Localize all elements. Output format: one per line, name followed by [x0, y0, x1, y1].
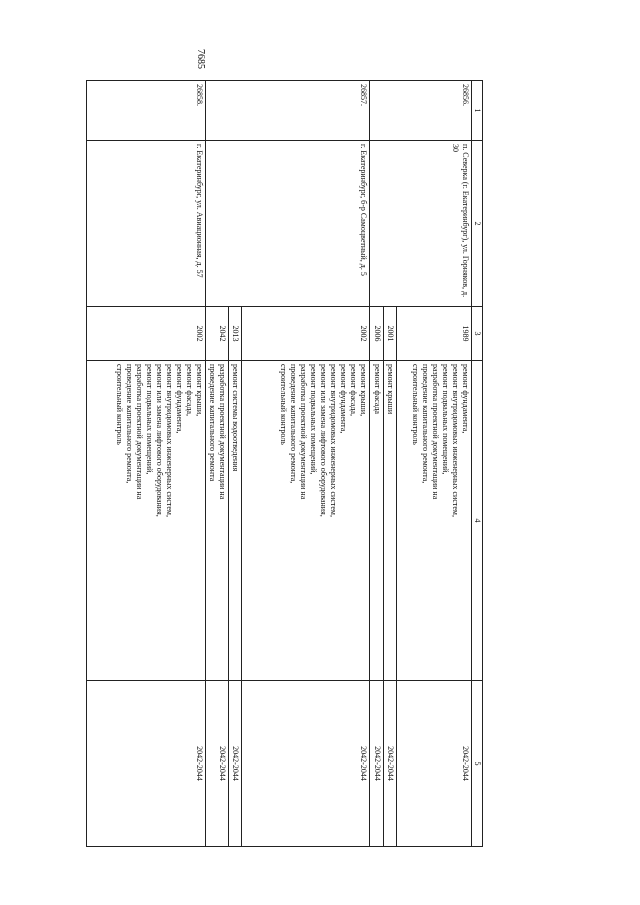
work-item: разработка проектной документации на [134, 364, 144, 500]
work-item: проведение капитального ремонта [207, 364, 217, 482]
table-header-row [471, 81, 482, 847]
page-number: 7685 [195, 49, 206, 69]
row-number: 26858. [87, 81, 206, 141]
year-cell: 2002 [87, 307, 206, 361]
period-cell: 2042-2044 [396, 681, 471, 847]
work-item: ремонт подвальных помещений, [144, 364, 154, 475]
year-cell: 2013 [228, 307, 241, 361]
work-item: проведение капитального ремонта, [420, 364, 430, 484]
work-item: ремонт фундамента, [460, 364, 470, 434]
work-item: ремонт фундамента, [339, 364, 349, 434]
row-number: 26857. [205, 81, 370, 141]
address-cell: г. Екатеринбург, ул. Авиационная, д. 57 [87, 141, 206, 307]
work-item: проведение капитального ремонта, [289, 364, 299, 484]
work-item: ремонт системы водоотведения [230, 364, 240, 472]
period-cell: 2042-2044 [205, 681, 228, 847]
period-cell: 2042-2044 [370, 681, 383, 847]
table-row [396, 81, 471, 847]
period-cell: 2042-2044 [241, 681, 370, 847]
work-item: разработка проектной документации на [299, 364, 309, 500]
work-item: ремонт крыши, [359, 364, 369, 417]
works-cell [205, 361, 228, 681]
work-item: ремонт или замена лифтового оборудования, [319, 364, 329, 517]
year-cell: 2002 [241, 307, 370, 361]
works-cell [383, 361, 396, 681]
work-item: ремонт фасада, [184, 364, 194, 416]
year-cell: 2006 [370, 307, 383, 361]
address-cell: г. Екатеринбург, б-р Самоцветный, д. 5 [205, 141, 370, 307]
work-item: строительный контроль [114, 364, 124, 445]
work-item: ремонт фасада, [349, 364, 359, 416]
column-header: 5 [471, 681, 482, 847]
table-body [87, 81, 483, 847]
work-item: строительный контроль [279, 364, 289, 445]
work-item: ремонт внутридомовых инженерных систем, [164, 364, 174, 517]
period-cell: 2042-2044 [228, 681, 241, 847]
column-header: 3 [471, 307, 482, 361]
works-cell [241, 361, 370, 681]
work-item: ремонт или замена лифтового оборудования, [154, 364, 164, 517]
table-row [241, 81, 370, 847]
work-item: ремонт подвальных помещений, [440, 364, 450, 475]
work-item: ремонт подвальных помещений, [309, 364, 319, 475]
year-cell: 2001 [383, 307, 396, 361]
work-item: проведение капитального ремонта, [124, 364, 134, 484]
column-header: 1 [471, 81, 482, 141]
work-item: ремонт фасада [372, 364, 382, 414]
column-header: 4 [471, 361, 482, 681]
rotated-table-wrapper [86, 80, 483, 846]
work-item: разработка проектной документации на [430, 364, 440, 500]
works-table [86, 80, 483, 847]
work-item: ремонт внутридомовых инженерных систем, [450, 364, 460, 517]
address-cell: п. Северка (г. Екатеринбург), ул. Горняков, д. 30 [370, 141, 472, 307]
work-item: ремонт крыши, [194, 364, 204, 417]
year-cell: 2042 [205, 307, 228, 361]
work-item: ремонт крыши [385, 364, 395, 415]
works-cell [370, 361, 383, 681]
works-cell [396, 361, 471, 681]
period-cell: 2042-2044 [383, 681, 396, 847]
work-item: разработка проектной документации на [217, 364, 227, 500]
row-number: 26856. [370, 81, 472, 141]
period-cell: 2042-2044 [87, 681, 206, 847]
works-cell [87, 361, 206, 681]
column-header: 2 [471, 141, 482, 307]
works-cell [228, 361, 241, 681]
work-item: ремонт внутридомовых инженерных систем, [329, 364, 339, 517]
work-item: ремонт фундамента, [174, 364, 184, 434]
work-item: строительный контроль [410, 364, 420, 445]
year-cell: 1989 [396, 307, 471, 361]
table-row [87, 81, 206, 847]
